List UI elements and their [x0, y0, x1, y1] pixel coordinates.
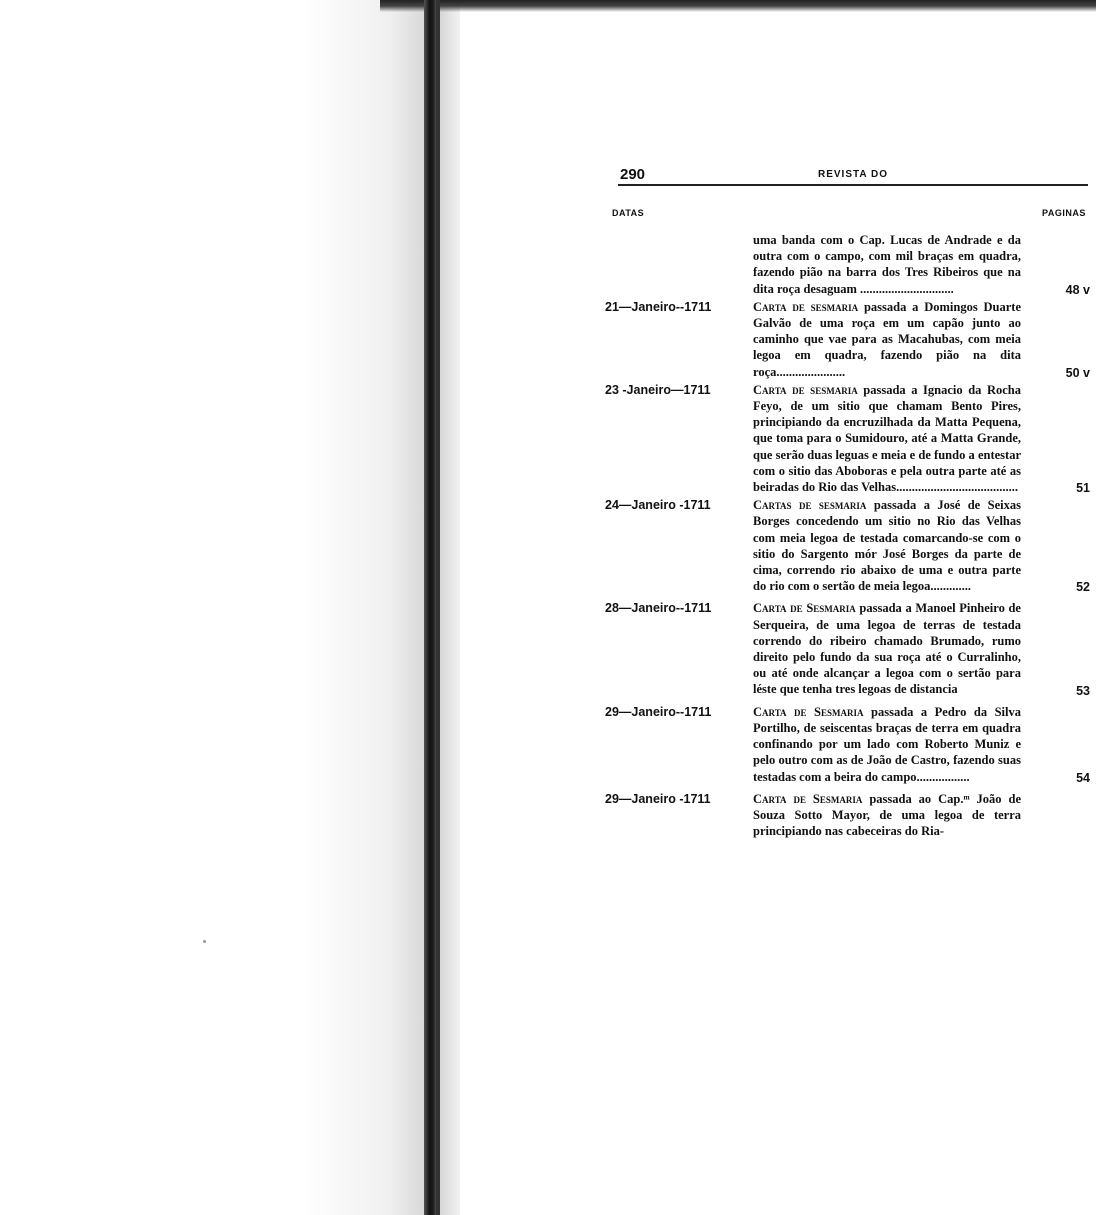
running-head: REVISTA DO [818, 169, 889, 180]
page-top-edge [380, 0, 1096, 12]
entry-text [753, 232, 1021, 297]
column-header-paginas: PAGINAS [1042, 208, 1086, 218]
list-item [605, 382, 1096, 495]
entry-text [753, 704, 1021, 785]
entry-list [605, 232, 1096, 839]
entry-body: uma banda com o Cap. Lucas de Andrade e da outra com o campo, com mil braças em quadra, fazendo pião na barra dos Tres Ribeiros que na dita roça desaguam .............................. [753, 233, 1021, 296]
entry-lead: Carta de Sesmaria [753, 704, 864, 719]
list-item [605, 704, 1096, 785]
entry-lead: Carta de sesmaria [753, 299, 859, 314]
page-header [618, 166, 1088, 186]
entry-lead: Carta de Sesmaria [753, 791, 863, 806]
list-item [605, 600, 1096, 697]
entry-lead: Carta de Sesmaria [753, 601, 856, 616]
entry-lead: Cartas de sesmaria [753, 498, 867, 513]
entry-body: passada a Domingos Duarte Galvão de uma roça em um capão junto ao caminho que vae para as Macahubas, com meia legoa em quadra, fazendo pião na dita roça...................... [753, 299, 1021, 379]
entry-date: 24—Janeiro -1711 [605, 498, 711, 513]
entry-text [753, 299, 1021, 380]
entry-date: 28—Janeiro--1711 [605, 601, 712, 616]
entry-date: 29—Janeiro--1711 [605, 704, 712, 719]
entry-text [753, 382, 1021, 495]
entry-text [753, 791, 1021, 840]
entry-body: passada a José de Seixas Borges concedendo um sitio no Rio das Velhas com meia legoa de testada comarcando-se com o sitio do Sargento mór José Borges da parte de cima, correndo rio abaixo de uma e outra parte do rio com o sertão de meia legoa............. [753, 498, 1021, 594]
entry-body: passada a Manoel Pinheiro de Serqueira, de uma legoa de terras de testada correndo do ribeiro chamado Brumado, rumo direito pelo fundo da sua roça até o Curralinho, ou até onde alcançar a legoa com o sertão para léste que tenha tres legoas de distancia [753, 601, 1021, 697]
entry-folio: 51 [1076, 481, 1090, 496]
entry-date: 29—Janeiro -1711 [605, 791, 711, 806]
list-item [605, 497, 1096, 594]
entry-folio: 53 [1076, 683, 1090, 698]
page-number: 290 [620, 166, 646, 183]
list-item [605, 791, 1096, 840]
list-item [605, 232, 1096, 297]
entry-folio: 48 v [1065, 282, 1090, 297]
book-spine-edge [436, 0, 440, 1215]
entry-folio: 54 [1076, 770, 1090, 785]
header-rule [618, 184, 1088, 186]
entry-body: passada a Pedro da Silva Portilho, de seiscentas braças de terra em quadra confinando por um lado com Roberto Muniz e pelo outro com as de João de Castro, fazendo suas testadas com a beira do campo................. [753, 704, 1021, 784]
entry-date: 23 -Janeiro—1711 [605, 382, 711, 397]
paper-speck [203, 940, 206, 943]
entry-body: passada a Ignacio da Rocha Feyo, de um sitio que chamam Bento Pires, principiando da encruzilhada da Matta Pequena, que toma para o Sumidouro, até a Matta Grande, que serão duas leguas e meia e de fundo a entestar com o sitio das Aboboras e pela outra parte até as beiradas do Rio das Velhas....................................... [753, 382, 1022, 495]
entry-date: 21—Janeiro--1711 [605, 299, 712, 314]
column-header-datas: DATAS [612, 208, 645, 218]
entry-body: passada ao Cap.ᵐ João de Souza Sotto Mayor, de uma legoa de terra principiando nas cabeceiras do Ria- [753, 791, 1021, 839]
entry-folio: 50 v [1065, 365, 1090, 380]
list-item [605, 299, 1096, 380]
entry-text [753, 600, 1021, 697]
entry-lead: Carta de sesmaria [753, 382, 858, 397]
entry-text [753, 497, 1021, 594]
entry-folio: 52 [1076, 580, 1090, 595]
